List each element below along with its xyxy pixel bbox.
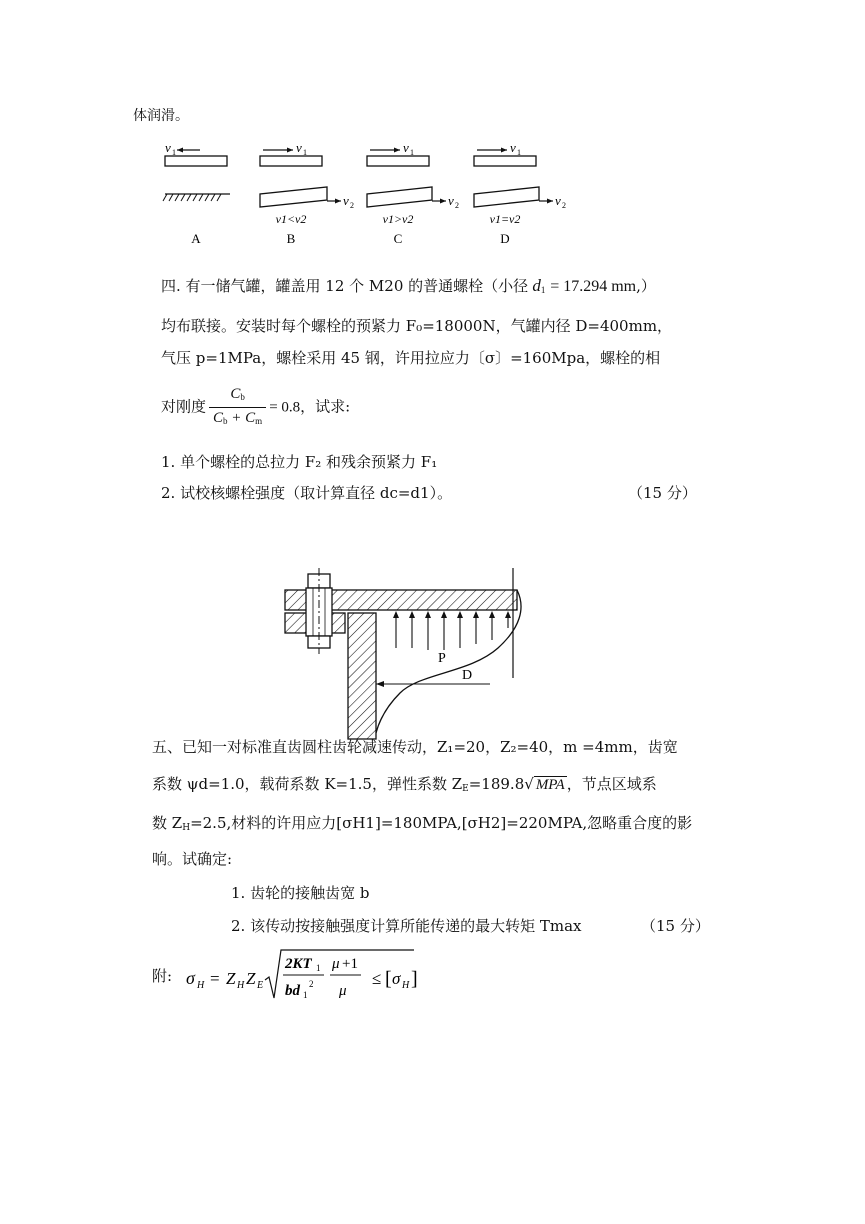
svg-text:σ: σ (392, 969, 401, 988)
svg-text:μ: μ (339, 983, 347, 999)
pressure-label: P (438, 651, 446, 666)
friction-options-figure (155, 137, 595, 252)
svg-text:2KT: 2KT (285, 956, 312, 972)
tank-cover-figure (280, 568, 540, 748)
svg-text:v: v (448, 193, 454, 208)
stiffness-value: = 0.8 (269, 399, 301, 416)
svg-text:1: 1 (316, 963, 321, 973)
appendix-label: 附: (152, 967, 173, 985)
svg-text:v: v (555, 193, 561, 208)
svg-text:1: 1 (172, 148, 176, 157)
svg-text:]: ] (411, 968, 418, 990)
option-label-a: A (191, 231, 201, 246)
d1-symbol: $d_1$ (528, 276, 546, 295)
q5-line-2-text: 系数 ψd=1.0，载荷系数 K=1.5，弹性系数 Z (152, 775, 463, 793)
svg-text:v: v (510, 140, 516, 155)
option-d-diagram (474, 140, 566, 246)
svg-text:v: v (296, 140, 302, 155)
svg-text:v: v (165, 140, 171, 155)
svg-text:1: 1 (517, 148, 521, 157)
q4-line-4-label: 对刚度 (161, 397, 207, 416)
svg-text:H: H (197, 980, 205, 991)
svg-text:2: 2 (309, 979, 314, 989)
svg-text:=: = (210, 969, 220, 988)
q5-line-1: 五、已知一对标准直齿圆柱齿轮减速传动，Z₁=20，Z₂=40，m =4mm，齿宽 (152, 738, 678, 756)
option-label-c: C (393, 231, 403, 246)
top-fragment: 体润滑。 (133, 108, 189, 124)
q4-line-2: 均布联接。安装时每个螺栓的预紧力 F₀=18000N，气罐内径 D=400mm， (161, 317, 673, 335)
ze-value: =189.8 (468, 775, 525, 793)
q5-line-4: 响。试确定: (152, 850, 233, 868)
d1-value: = 17.294 mm (550, 278, 637, 295)
q5-line-3 (152, 813, 692, 838)
svg-text:E: E (257, 980, 264, 991)
svg-text:v: v (343, 193, 349, 208)
q5-task-2: 2. 该传动按接触强度计算所能传递的最大转矩 Tmax (231, 917, 582, 935)
svg-text:1: 1 (303, 990, 308, 1000)
svg-text:1: 1 (410, 148, 414, 157)
pressure-arrows (396, 613, 508, 650)
q4-line-3: 气压 p=1MPa，螺栓采用 45 钢，许用拉应力〔σ〕=160Mpa，螺栓的相 (161, 349, 661, 367)
q4-task-1: 1. 单个螺栓的总拉力 F₂ 和残余预紧力 F₁ (161, 453, 438, 471)
q4-line-1 (161, 276, 656, 300)
option-label-d: D (500, 231, 510, 246)
condition-c: v1>v2 (382, 212, 414, 226)
diameter-label: D (462, 668, 473, 683)
q4-line-1-text: 四. 有一储气罐，罐盖用 12 个 M20 的普通螺栓（小径 (161, 277, 529, 295)
q5-score: （15 分） (641, 917, 710, 935)
option-c-diagram (367, 140, 459, 246)
q5-line-2 (152, 774, 657, 799)
svg-text:2: 2 (562, 201, 566, 210)
condition-d: v1=v2 (489, 212, 521, 226)
sqrt-sign: √ (524, 775, 534, 793)
svg-text:v: v (403, 140, 409, 155)
stiffness-fraction: $\frac{C_b}{C_b + C_m}$ (209, 384, 266, 431)
svg-text:bd: bd (285, 983, 300, 999)
svg-text:2: 2 (350, 201, 354, 210)
option-b-diagram (260, 140, 354, 246)
svg-text:1: 1 (303, 148, 307, 157)
zh-subscript: H (182, 823, 191, 833)
q4-task-2: 2. 试校核螺栓强度（取计算直径 dc=d1）。 (161, 484, 453, 502)
svg-text:σ: σ (186, 968, 195, 988)
svg-text:[: [ (385, 968, 392, 990)
q5-line-2-end: ，节点区域系 (566, 775, 657, 793)
condition-b: v1<v2 (275, 212, 307, 226)
svg-text:≤: ≤ (372, 969, 382, 988)
svg-text:μ: μ (332, 956, 340, 972)
q5-line-3-start: 数 Z (152, 814, 183, 832)
option-label-b: B (286, 231, 296, 246)
contact-stress-formula (186, 946, 446, 1006)
q5-task-1: 1. 齿轮的接触齿宽 b (231, 884, 370, 902)
q4-line-4 (161, 384, 350, 431)
q4-score: （15 分） (628, 484, 697, 502)
svg-text:H: H (237, 980, 245, 991)
svg-text:H: H (402, 980, 410, 991)
q4-line-1-end: ,） (636, 277, 656, 295)
sqrt-radicand: MPA (535, 777, 565, 793)
svg-text:+1: +1 (342, 956, 358, 972)
q5-line-3-rest: =2.5,材料的许用应力[σH1]=180MPA,[σH2]=220MPA,忽略重合度的影 (190, 814, 693, 832)
ze-subscript: E (462, 784, 469, 794)
option-a-diagram (163, 140, 230, 246)
svg-text:2: 2 (455, 201, 459, 210)
svg-text:Z: Z (226, 969, 236, 988)
q4-line-4-end: ，试求: (300, 397, 351, 416)
svg-text:Z: Z (246, 969, 256, 988)
